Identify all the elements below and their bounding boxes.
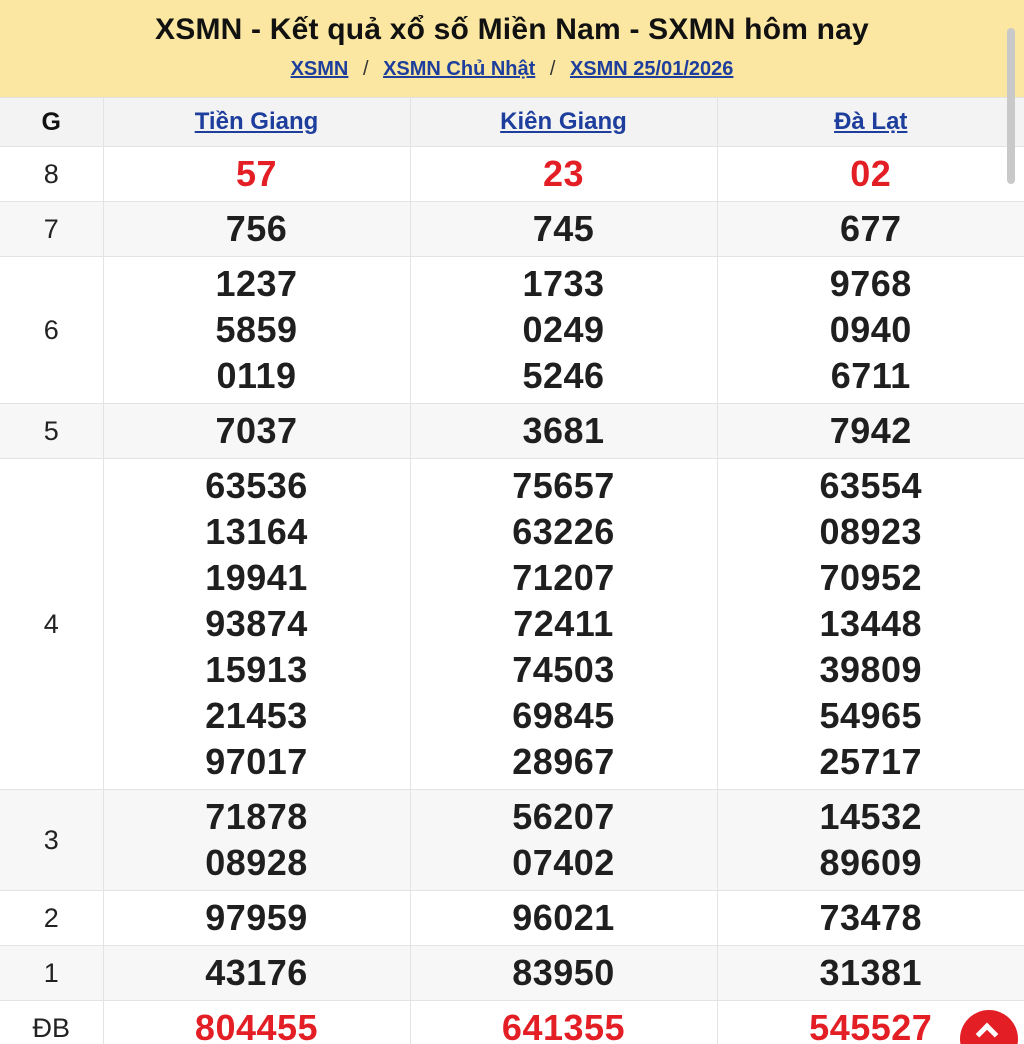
- result-number: 0249: [522, 309, 605, 350]
- scrollbar-thumb[interactable]: [1007, 28, 1015, 184]
- table-row: [0, 790, 1024, 891]
- result-number: 14532: [819, 796, 923, 837]
- result-number: 15913: [205, 649, 308, 690]
- result-number: 97017: [205, 741, 308, 782]
- table-row: [0, 147, 1024, 202]
- breadcrumb: [0, 58, 1024, 81]
- result-number: 73478: [819, 897, 923, 938]
- column-link-kien-giang[interactable]: Kiên Giang: [500, 108, 627, 135]
- result-number: 0119: [216, 355, 297, 396]
- result-cell: [103, 790, 410, 891]
- result-number: 69845: [512, 695, 615, 736]
- prize-label: 8: [0, 147, 103, 202]
- result-number: 63536: [205, 465, 308, 506]
- column-link-tien-giang[interactable]: Tiền Giang: [194, 108, 319, 135]
- result-number: 75657: [512, 465, 615, 506]
- prize-label: 1: [0, 946, 103, 1001]
- table-row: [0, 257, 1024, 404]
- result-number: 08923: [819, 511, 923, 552]
- result-number: 745: [532, 208, 595, 249]
- column-header-kien-giang: [410, 98, 717, 147]
- result-number: 1237: [215, 263, 298, 304]
- result-number: 70952: [819, 557, 923, 598]
- result-cell: [410, 404, 717, 459]
- result-number: 93874: [205, 603, 308, 644]
- result-cell: [717, 202, 1024, 257]
- result-number: 96021: [512, 897, 615, 938]
- result-number: 23: [542, 153, 585, 194]
- result-cell: [717, 257, 1024, 404]
- result-cell: [103, 459, 410, 790]
- table-row: [0, 459, 1024, 790]
- breadcrumb-link-xsmn[interactable]: XSMN: [290, 58, 349, 80]
- result-number: 6711: [830, 355, 911, 396]
- result-number: 9768: [829, 263, 912, 304]
- result-number: 7942: [829, 410, 912, 451]
- page-header: [0, 0, 1024, 97]
- table-row: [0, 404, 1024, 459]
- result-number: 71207: [512, 557, 615, 598]
- result-cell: [717, 790, 1024, 891]
- prize-label: 5: [0, 404, 103, 459]
- result-cell: [103, 891, 410, 946]
- prize-label: 7: [0, 202, 103, 257]
- result-number: 71878: [205, 796, 308, 837]
- result-cell: [410, 147, 717, 202]
- result-number: 677: [839, 208, 902, 249]
- result-number: 83950: [512, 952, 615, 993]
- table-row: [0, 946, 1024, 1001]
- table-row: [0, 202, 1024, 257]
- header-row: [0, 98, 1024, 147]
- breadcrumb-link-xsmn-date[interactable]: XSMN 25/01/2026: [569, 58, 734, 80]
- result-cell: [717, 459, 1024, 790]
- g-column-header: G: [0, 98, 103, 147]
- result-number: 43176: [205, 952, 308, 993]
- result-number: 25717: [819, 741, 923, 782]
- result-cell: [410, 946, 717, 1001]
- result-number: 89609: [819, 842, 923, 883]
- prize-label: 4: [0, 459, 103, 790]
- prize-label: 2: [0, 891, 103, 946]
- result-cell: [410, 257, 717, 404]
- result-cell: [103, 202, 410, 257]
- result-number: 07402: [512, 842, 615, 883]
- result-number: 5246: [522, 355, 605, 396]
- result-cell: [410, 459, 717, 790]
- result-cell: [717, 946, 1024, 1001]
- column-link-da-lat[interactable]: Đà Lạt: [834, 108, 908, 135]
- result-cell: [717, 404, 1024, 459]
- result-cell: [410, 891, 717, 946]
- result-number: 63554: [819, 465, 923, 506]
- result-number: 545527: [809, 1007, 933, 1044]
- prize-label: 6: [0, 257, 103, 404]
- result-number: 0940: [829, 309, 912, 350]
- result-number: 13164: [205, 511, 308, 552]
- result-number: 63226: [512, 511, 615, 552]
- result-number: 5859: [215, 309, 298, 350]
- breadcrumb-link-xsmn-chu-nhat[interactable]: XSMN Chủ Nhật: [383, 58, 536, 80]
- result-number: 28967: [512, 741, 615, 782]
- result-number: 1733: [522, 263, 605, 304]
- result-number: 804455: [194, 1007, 319, 1044]
- result-number: 02: [850, 153, 892, 194]
- result-cell: [103, 147, 410, 202]
- results-body: [0, 147, 1024, 1044]
- result-cell: [103, 1001, 410, 1044]
- result-cell: [103, 404, 410, 459]
- breadcrumb-separator: /: [362, 58, 369, 80]
- result-cell: [410, 1001, 717, 1044]
- result-number: 08928: [205, 842, 308, 883]
- breadcrumb-separator: /: [549, 58, 556, 80]
- result-cell: [410, 790, 717, 891]
- results-header: [0, 98, 1024, 147]
- result-cell: [717, 147, 1024, 202]
- column-header-tien-giang: [103, 98, 410, 147]
- result-number: 756: [225, 208, 288, 249]
- result-cell: [103, 257, 410, 404]
- result-cell: [103, 946, 410, 1001]
- page-title: XSMN - Kết quả xổ số Miền Nam - SXMN hôm nay: [155, 13, 869, 46]
- result-number: 7037: [215, 410, 298, 451]
- result-number: 97959: [205, 897, 308, 938]
- result-number: 19941: [205, 557, 308, 598]
- prize-label: ĐB: [0, 1001, 103, 1044]
- results-table: [0, 97, 1024, 1044]
- result-cell: [410, 202, 717, 257]
- result-number: 3681: [522, 410, 605, 451]
- result-number: 74503: [512, 649, 615, 690]
- table-row: [0, 1001, 1024, 1044]
- result-number: 31381: [819, 952, 923, 993]
- result-number: 641355: [501, 1007, 626, 1044]
- prize-label: 3: [0, 790, 103, 891]
- result-number: 21453: [205, 695, 308, 736]
- result-number: 39809: [819, 649, 923, 690]
- chevron-up-icon: [976, 1023, 999, 1044]
- column-header-da-lat: [717, 98, 1024, 147]
- result-number: 13448: [819, 603, 923, 644]
- result-cell: [717, 891, 1024, 946]
- result-number: 72411: [513, 603, 614, 644]
- result-number: 54965: [819, 695, 923, 736]
- result-number: 57: [235, 153, 278, 194]
- table-row: [0, 891, 1024, 946]
- result-number: 56207: [512, 796, 615, 837]
